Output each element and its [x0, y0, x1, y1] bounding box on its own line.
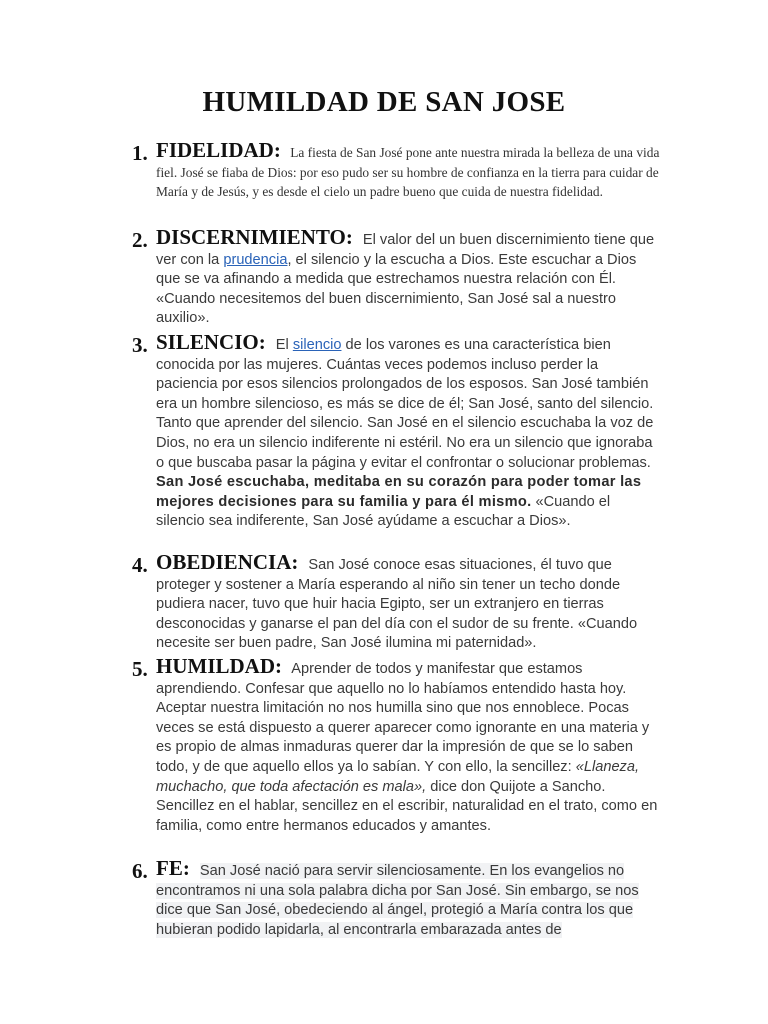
section-text: Aprender de todos y manifestar que estamos aprendiendo. Confesar que aquello no lo habíamos entendido hasta hoy. Aceptar nuestra limitación no nos humilla sino que nos ennoblece. Pocas veces se está dispuesto a querer aparecer como ignorante en una materia y es propio de almas inmaduras querer dar la impresión de que se lo saben todo, y de que aquello ellos ya lo sabían. Y con ello, la sencillez: — [156, 661, 650, 775]
section-text: San José conoce esas situaciones, él tuvo que proteger y sostener a María esperando al niño sin tener un techo donde pudiera nacer, tuvo que huir hacia Egipto, ser un extranjero en tierras desconocidas y ganarse el pan del día con el sudor de su frente. «Cuando necesite ser buen padre, San José ilumina mi paternidad». — [156, 557, 638, 652]
section-text: San José nació para servir silenciosamente. En los evangelios no encontramos ni una sola palabra dicha por San José. Sin embargo, se nos dice que San José, obedeciendo al ángel, protegió a María contra los que hubieran podido lapidarla, al encontrarla embarazada antes de — [156, 863, 639, 938]
section-obediencia — [132, 550, 662, 654]
section-text: El — [275, 337, 289, 353]
section-silencio — [132, 330, 662, 532]
section-heading: FE: — [156, 856, 190, 880]
section-heading: HUMILDAD: — [156, 654, 282, 678]
section-body — [156, 330, 662, 532]
section-fidelidad — [132, 138, 662, 202]
section-bold-text: San José escuchaba, meditaba en su corazón para poder tomar las mejores decisiones para su familia y para él mismo. — [156, 474, 642, 510]
section-body — [156, 225, 662, 329]
section-body — [156, 138, 662, 202]
section-number: 1. — [132, 141, 148, 165]
prudencia-link[interactable]: prudencia — [223, 251, 288, 268]
section-text: El valor del un buen discernimiento tiene que ver con la — [156, 232, 655, 268]
section-number: 3. — [132, 333, 148, 357]
section-text-continued: , el silencio y la escucha a Dios. Este escuchar a Dios que se va afinando a medida que estrechamos nuestra relación con Él. «Cuando necesitemos del buen discernimiento, San José sal a nuestro auxilio». — [156, 251, 637, 327]
section-text-continued: dice don Quijote a Sancho. Sencillez en el hablar, sencillez en el escribir, naturalidad en el trato, como en familia, como entre hermanos educados y amantes. — [156, 778, 658, 834]
section-heading: SILENCIO: — [156, 330, 266, 354]
section-body — [156, 856, 662, 940]
section-heading: OBEDIENCIA: — [156, 550, 299, 574]
section-heading: DISCERNIMIENTO: — [156, 225, 353, 249]
section-number: 2. — [132, 228, 148, 252]
section-text-end: «Cuando el silencio sea indiferente, San José ayúdame a escuchar a Dios». — [156, 493, 611, 530]
section-text: La fiesta de San José pone ante nuestra mirada la belleza de una vida fiel. José se fiaba de Dios: por eso pudo ser su hombre de confianza en la tierra para cuidar de María y de Jesús, y es desde el cielo un padre bueno que cuida de nuestra fidelidad. — [156, 145, 660, 200]
section-text-continued: de los varones es una característica bien conocida por las mujeres. Cuántas veces podemos incluso perder la paciencia por esos silencios prolongados de los esposos. San José también era un hombre silencioso, es más se dice de él; San José, santo del silencio. Tanto que aprender del silencio. San José en el silencio escuchaba la voz de Dios, no era un silencio indiferente ni estéril. No era un silencio que ignoraba o que buscaba pasar la página y evitar el confrontar o solucionar problemas. — [156, 337, 654, 471]
section-body — [156, 654, 662, 836]
section-fe — [132, 856, 662, 940]
section-quote: «Llaneza, muchacho, que toda afectación es mala», — [156, 758, 640, 795]
silencio-link[interactable]: silencio — [292, 337, 342, 353]
section-humildad — [132, 654, 662, 836]
section-number: 5. — [132, 657, 148, 681]
page-title: HUMILDAD DE SAN JOSE — [202, 86, 566, 118]
section-number: 6. — [132, 859, 148, 883]
section-number: 4. — [132, 553, 148, 577]
section-heading: FIDELIDAD: — [156, 138, 281, 162]
section-body — [156, 550, 662, 654]
section-discernimiento — [132, 225, 662, 329]
